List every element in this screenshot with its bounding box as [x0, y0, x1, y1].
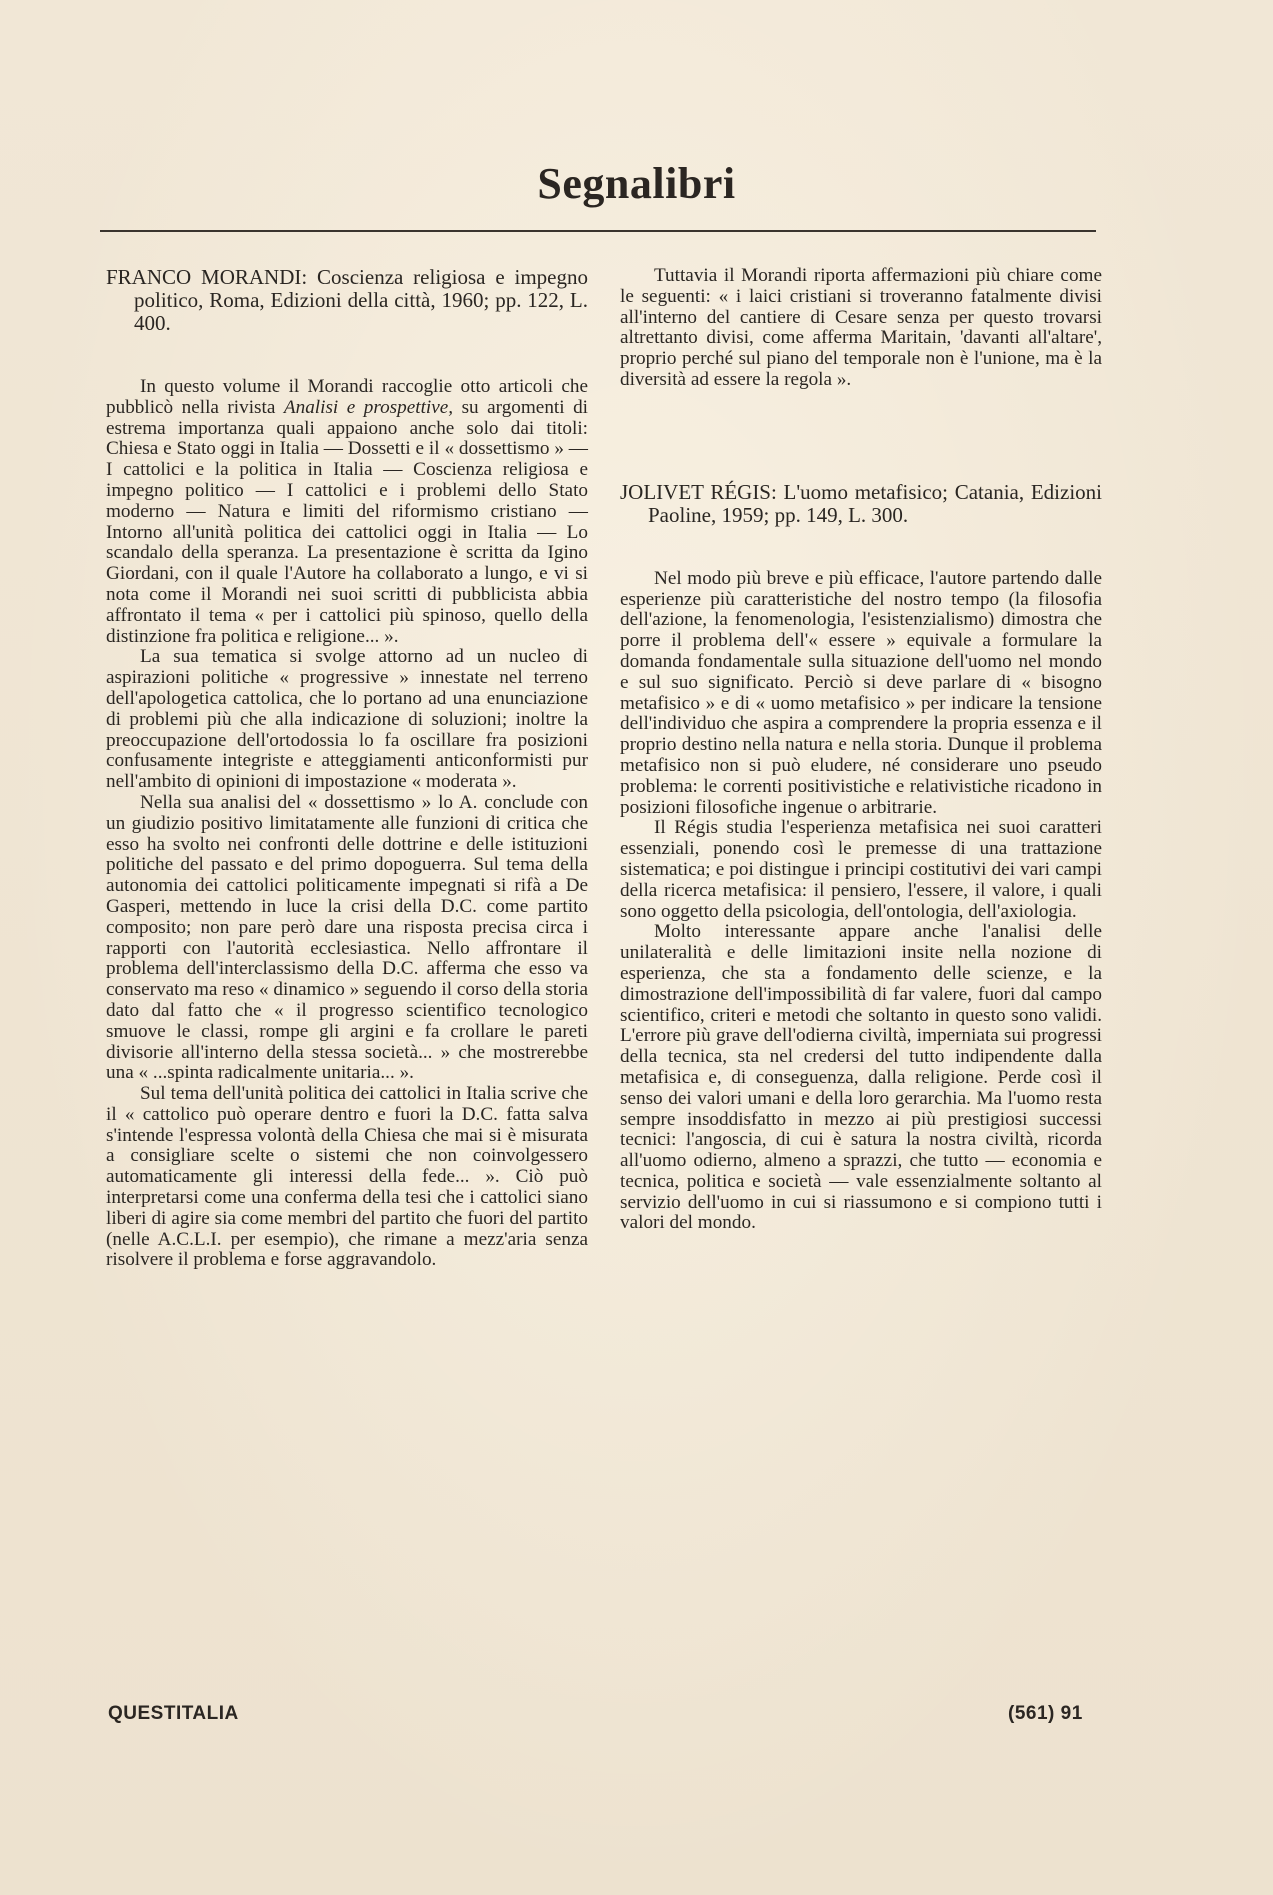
spacer — [620, 391, 1102, 481]
header-rule — [100, 230, 1096, 232]
review-paragraph — [106, 377, 588, 647]
review-paragraph: Nel modo più breve e più efficace, l'autore partendo dalle esperienze più caratteristiche del nostro tempo (la filosofia dell'azione, la fenomenologia, l'esistenzialismo) dimostra che porre il problema dell'« essere » equivale a formulare la domanda fondamentale sulla situazione dell'uomo nel mondo e sul suo significato. Perciò si deve parlare di « bisogno metafisico » e di « uomo metafisico » per indicare la tensione dell'individuo che aspira a comprendere la propria essenza e il proprio destino nella natura e nella storia. Dunque il problema metafisico non si può eludere, né considerare uno pseudo problema: le correnti positivistiche e relativistiche ricadono in posizioni filosofiche ingenue o arbitrarie. — [620, 567, 1102, 818]
review-paragraph: La sua tematica si svolge attorno ad un nucleo di aspirazioni politiche « progressive » innestate nel terreno dell'apologetica cattolica, che lo portano ad una enunciazione di problemi più che alla indicazione di soluzioni; inoltre la preoccupazione dell'ortodossia lo fa oscillare fra posizioni confusamente integriste e atteggiamenti anticonformisti pur nell'ambito di opinioni di impostazione « moderata ». — [106, 646, 588, 793]
review-paragraph: Nella sua analisi del « dossettismo » lo A. conclude con un giudizio positivo limitatamente alle funzioni di critica che esso ha svolto nei confronti delle dottrine e delle istituzioni politiche del passato e del primo dopoguerra. Sul tema della autonomia dei cattolici politicamente impegnati si rifà a De Gasperi, mettendo in luce la crisi della D.C. come partito composito; non pare però dare una risposta precisa circa i rapporti con l'autorità ecclesiastica. Nello affrontare il problema dell'interclassismo della D.C. afferma che esso va conservato ma reso « dinamico » seguendo il corso della storia dato dal fatto che « il progresso scientifico tecnologico smuove le classi, rompe gli argini e fa crollare le pareti divisorie all'interno della stessa società... » che mostrerebbe una « ...spinta radicalmente unitaria... ». — [106, 791, 588, 1084]
footer-page-number: (561) 91 — [1008, 1703, 1083, 1724]
review-heading-morandi: FRANCO MORANDI: Coscienza religiosa e impegno politico, Roma, Edizioni della città, 1960; pp. 122, L. 400. — [106, 265, 588, 335]
right-column — [620, 266, 1102, 1234]
review-heading-jolivet: JOLIVET RÉGIS: L'uomo metafisico; Catania, Edizioni Paoline, 1959; pp. 149, L. 300. — [620, 479, 1102, 527]
paragraph-text: In questo volume il Morandi raccoglie otto articoli che pubblicò nella rivista — [106, 376, 588, 418]
paragraph-text: su argomenti di estrema importanza quali appaiono anche solo dai titoli: Chiesa e Stato oggi in Italia — Dossetti e il « dossettismo » — I cattolici e la politica in Italia — Coscienza religiosa e impegno politico — I cattolici e i problemi dello Stato moderno — Natura e limiti del riformismo cristiano — Intorno all'unità politica dei cattolici oggi in Italia — Lo scandalo della speranza. La presentazione è scritta da Igino Giordani, con il quale l'Autore ha collaborato a lungo, e vi si nota come il Morandi nei suoi scritti di pubblicista abbia affrontato il tema « per i cattolici più spinoso, quello della distinzione fra politica e religione... ». — [106, 396, 588, 647]
spacer — [620, 527, 1102, 569]
review-paragraph: Molto interessante appare anche l'analisi delle unilateralità e delle limitazioni insite nella nozione di esperienza, che sta a fondamento delle scienze, e la dimostrazione dell'impossibilità di far valere, fuori dal campo scientifico, criteri e metodi che soltanto in questo sono validi. L'errore più grave dell'odierna civiltà, imperniata sui progressi della tecnica, sta nel credersi del tutto indipendente dalla metafisica e, di conseguenza, dalla religione. Perde così il senso dei valori umani e della loro gerarchia. Ma l'uomo resta sempre insoddisfatto in mezzo ai più prestigiosi successi tecnici: l'angoscia, di cui è satura la nostra civiltà, ricorda all'uomo odierno, almeno a sprazzi, che tutto — economia e tecnica, politica e società — vale essenzialmente soltanto al servizio dell'uomo in cui si riassumono e si compiono tutti i valori del mondo. — [620, 921, 1102, 1234]
italic-title: Analisi e prospettive, — [283, 396, 454, 418]
review-paragraph: Sul tema dell'unità politica dei cattolici in Italia scrive che il « cattolico può operare dentro e fuori la D.C. fatta salva s'intende l'espressa volontà della Chiesa che mai si è misurata a consigliare scelte o sistemi che non coinvolgessero automaticamente gli interessi della fede... ». Ciò può interpretarsi come una conferma della tesi che i cattolici siano liberi di agire sia come membri del partito che fuori del partito (nelle A.C.L.I. per esempio), che rimane a mezz'aria senza risolvere il problema e forse aggravandolo. — [106, 1083, 588, 1271]
spacer — [106, 335, 588, 377]
review-paragraph: Il Régis studia l'esperienza metafisica nei suoi caratteri essenziali, ponendo così le premesse di una trattazione sistematica; e poi distingue i principi costitutivi dei vari campi della ricerca metafisica: il pensiero, l'essere, il valore, i quali sono oggetto della psicologia, dell'ontologia, dell'axiologia. — [620, 817, 1102, 922]
left-column — [106, 266, 588, 1271]
page-title: Segnalibri — [537, 159, 736, 208]
review-paragraph: Tuttavia il Morandi riporta affermazioni più chiare come le seguenti: « i laici cristiani si troveranno fatalmente divisi all'interno del cantiere di Cesare senza per questo trovarsi altrettanto divisi, come afferma Maritain, 'davanti all'altare', proprio perché sul piano del temporale non è l'unione, ma è la diversità ad essere la regola ». — [620, 265, 1102, 390]
footer-journal-name: QUESTITALIA — [108, 1703, 239, 1724]
